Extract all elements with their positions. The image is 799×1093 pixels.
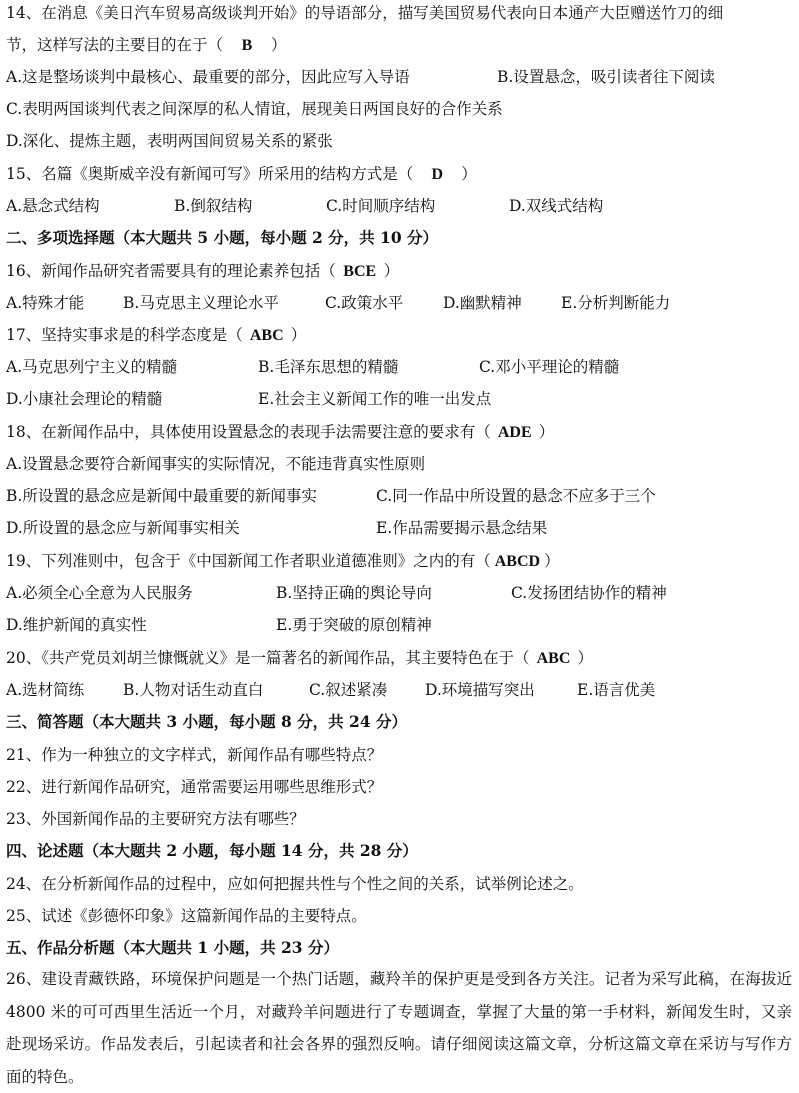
q15-stem: 15、名篇《奥斯威辛没有新闻可写》所采用的结构方式是（ D ） <box>6 163 794 185</box>
q15-option-a: A.悬念式结构 <box>6 197 100 215</box>
q18-option-e: E.作品需要揭示悬念结果 <box>376 519 548 537</box>
q14-option-b: B.设置悬念，吸引读者往下阅读 <box>497 68 715 86</box>
q20-option-b: B.人物对话生动直白 <box>123 681 264 699</box>
q17-options-row2 <box>6 388 794 410</box>
q19-answer: ABCD <box>494 553 541 570</box>
q15-options <box>6 195 794 217</box>
q14-option-c: C.表明两国谈判代表之间深厚的私人情谊，展现美日两国良好的合作关系 <box>6 100 503 118</box>
q18-option-b: B.所设置的悬念应是新闻中最重要的新闻事实 <box>6 487 317 505</box>
q18-options-row2 <box>6 485 794 507</box>
q18-option-c: C.同一作品中所设置的悬念不应多于三个 <box>376 487 656 505</box>
q17-option-a: A.马克思列宁主义的精髓 <box>6 358 178 376</box>
q16-answer: BCE <box>343 263 377 280</box>
q16-options <box>6 292 794 314</box>
q17-option-b: B.毛泽东思想的精髓 <box>258 358 399 376</box>
q19-option-c: C.发扬团结协作的精神 <box>511 584 667 602</box>
q25-stem: 25、试述《彭德怀印象》这篇新闻作品的主要特点。 <box>6 907 367 925</box>
q14-stem-line2: 节，这样写法的主要目的在于（ B ） <box>6 34 794 56</box>
q20-options <box>6 679 794 701</box>
q23-stem: 23、外国新闻作品的主要研究方法有哪些？ <box>6 810 305 828</box>
q16-option-e: E.分析判断能力 <box>561 294 671 312</box>
q19-stem: 19、下列准则中，包含于《中国新闻工作者职业道德准则》之内的有（ ABCD ） <box>6 550 794 572</box>
q17-option-e: E.社会主义新闻工作的唯一出发点 <box>258 390 492 408</box>
q19-options-row1 <box>6 582 794 604</box>
q20-option-e: E.语言优美 <box>577 681 656 699</box>
q14-option-d: D.深化、提炼主题，表明两国间贸易关系的紧张 <box>6 132 333 150</box>
section-2-heading: 二、多项选择题（本大题共 5 小题，每小题 2 分，共 10 分） <box>6 228 439 247</box>
q14-option-a: A.这是整场谈判中最核心、最重要的部分，因此应写入导语 <box>6 68 410 86</box>
q17-options-row1 <box>6 356 794 378</box>
q21-stem: 21、作为一种独立的文字样式，新闻作品有哪些特点？ <box>6 746 383 764</box>
q17-answer: ABC <box>249 327 284 344</box>
q16-option-d: D.幽默精神 <box>443 294 522 312</box>
q18-stem: 18、在新闻作品中，具体使用设置悬念的表现手法需要注意的要求有（ ADE ） <box>6 421 794 443</box>
q18-option-d: D.所设置的悬念应与新闻事实相关 <box>6 519 240 537</box>
section-4-heading: 四、论述题（本大题共 2 小题，每小题 14 分，共 28 分） <box>6 841 418 860</box>
q17-option-d: D.小康社会理论的精髓 <box>6 390 163 408</box>
q19-option-e: E.勇于突破的原创精神 <box>276 616 432 634</box>
q20-option-c: C.叙述紧凑 <box>309 681 388 699</box>
q20-option-a: A.选材简练 <box>6 681 85 699</box>
q17-stem: 17、坚持实事求是的科学态度是（ ABC ） <box>6 324 794 346</box>
q20-answer: ABC <box>536 650 571 667</box>
q15-answer: D <box>431 166 444 183</box>
q15-option-b: B.倒叙结构 <box>174 197 253 215</box>
q16-option-c: C.政策水平 <box>325 294 404 312</box>
q18-options-row3 <box>6 517 794 539</box>
q26-stem: 26、建设青藏铁路，环境保护问题是一个热门话题，藏羚羊的保护更是受到各方关注。记者为采写此稿，在海拔近 4800 米的可可西里生活近一个月，对藏羚羊问题进行了专题调查，掌握了大量的第一手材料，新闻发生时，又亲赴现场采访。作品发表后，引起读者和社会各界的强烈反响。请仔细阅读这篇文章，分析这篇文章在采访与写作方面的特色。 <box>6 970 792 1086</box>
q17-option-c: C.邓小平理论的精髓 <box>479 358 620 376</box>
q14-options-row1 <box>6 66 794 88</box>
q24-stem: 24、在分析新闻作品的过程中，应如何把握共性与个性之间的关系，试举例论述之。 <box>6 875 584 893</box>
q16-option-b: B.马克思主义理论水平 <box>123 294 279 312</box>
q19-option-d: D.维护新闻的真实性 <box>6 616 147 634</box>
section-3-heading: 三、简答题（本大题共 3 小题，每小题 8 分，共 24 分） <box>6 712 408 731</box>
q18-option-a: A.设置悬念要符合新闻事实的实际情况，不能违背真实性原则 <box>6 455 426 473</box>
q16-option-a: A.特殊才能 <box>6 294 85 312</box>
q19-option-b: B.坚持正确的舆论导向 <box>276 584 432 602</box>
section-5-heading: 五、作品分析题（本大题共 1 小题，共 23 分） <box>6 938 339 957</box>
q22-stem: 22、进行新闻作品研究，通常需要运用哪些思维形式？ <box>6 778 383 796</box>
q15-option-c: C.时间顺序结构 <box>326 197 436 215</box>
q16-stem: 16、新闻作品研究者需要具有的理论素养包括（ BCE ） <box>6 260 794 282</box>
q20-stem: 20、《共产党员刘胡兰慷慨就义》是一篇著名的新闻作品，其主要特色在于（ ABC ） <box>6 647 794 669</box>
q19-options-row2 <box>6 614 794 636</box>
q19-option-a: A.必须全心全意为人民服务 <box>6 584 193 602</box>
q18-answer: ADE <box>497 424 532 441</box>
q20-option-d: D.环境描写突出 <box>425 681 535 699</box>
q14-answer: B <box>241 37 253 54</box>
q15-option-d: D.双线式结构 <box>509 197 604 215</box>
q14-stem-line1: 14、在消息《美日汽车贸易高级谈判开始》的导语部分，描写美国贸易代表向日本通产大臣赠送竹刀的细 <box>6 4 724 22</box>
